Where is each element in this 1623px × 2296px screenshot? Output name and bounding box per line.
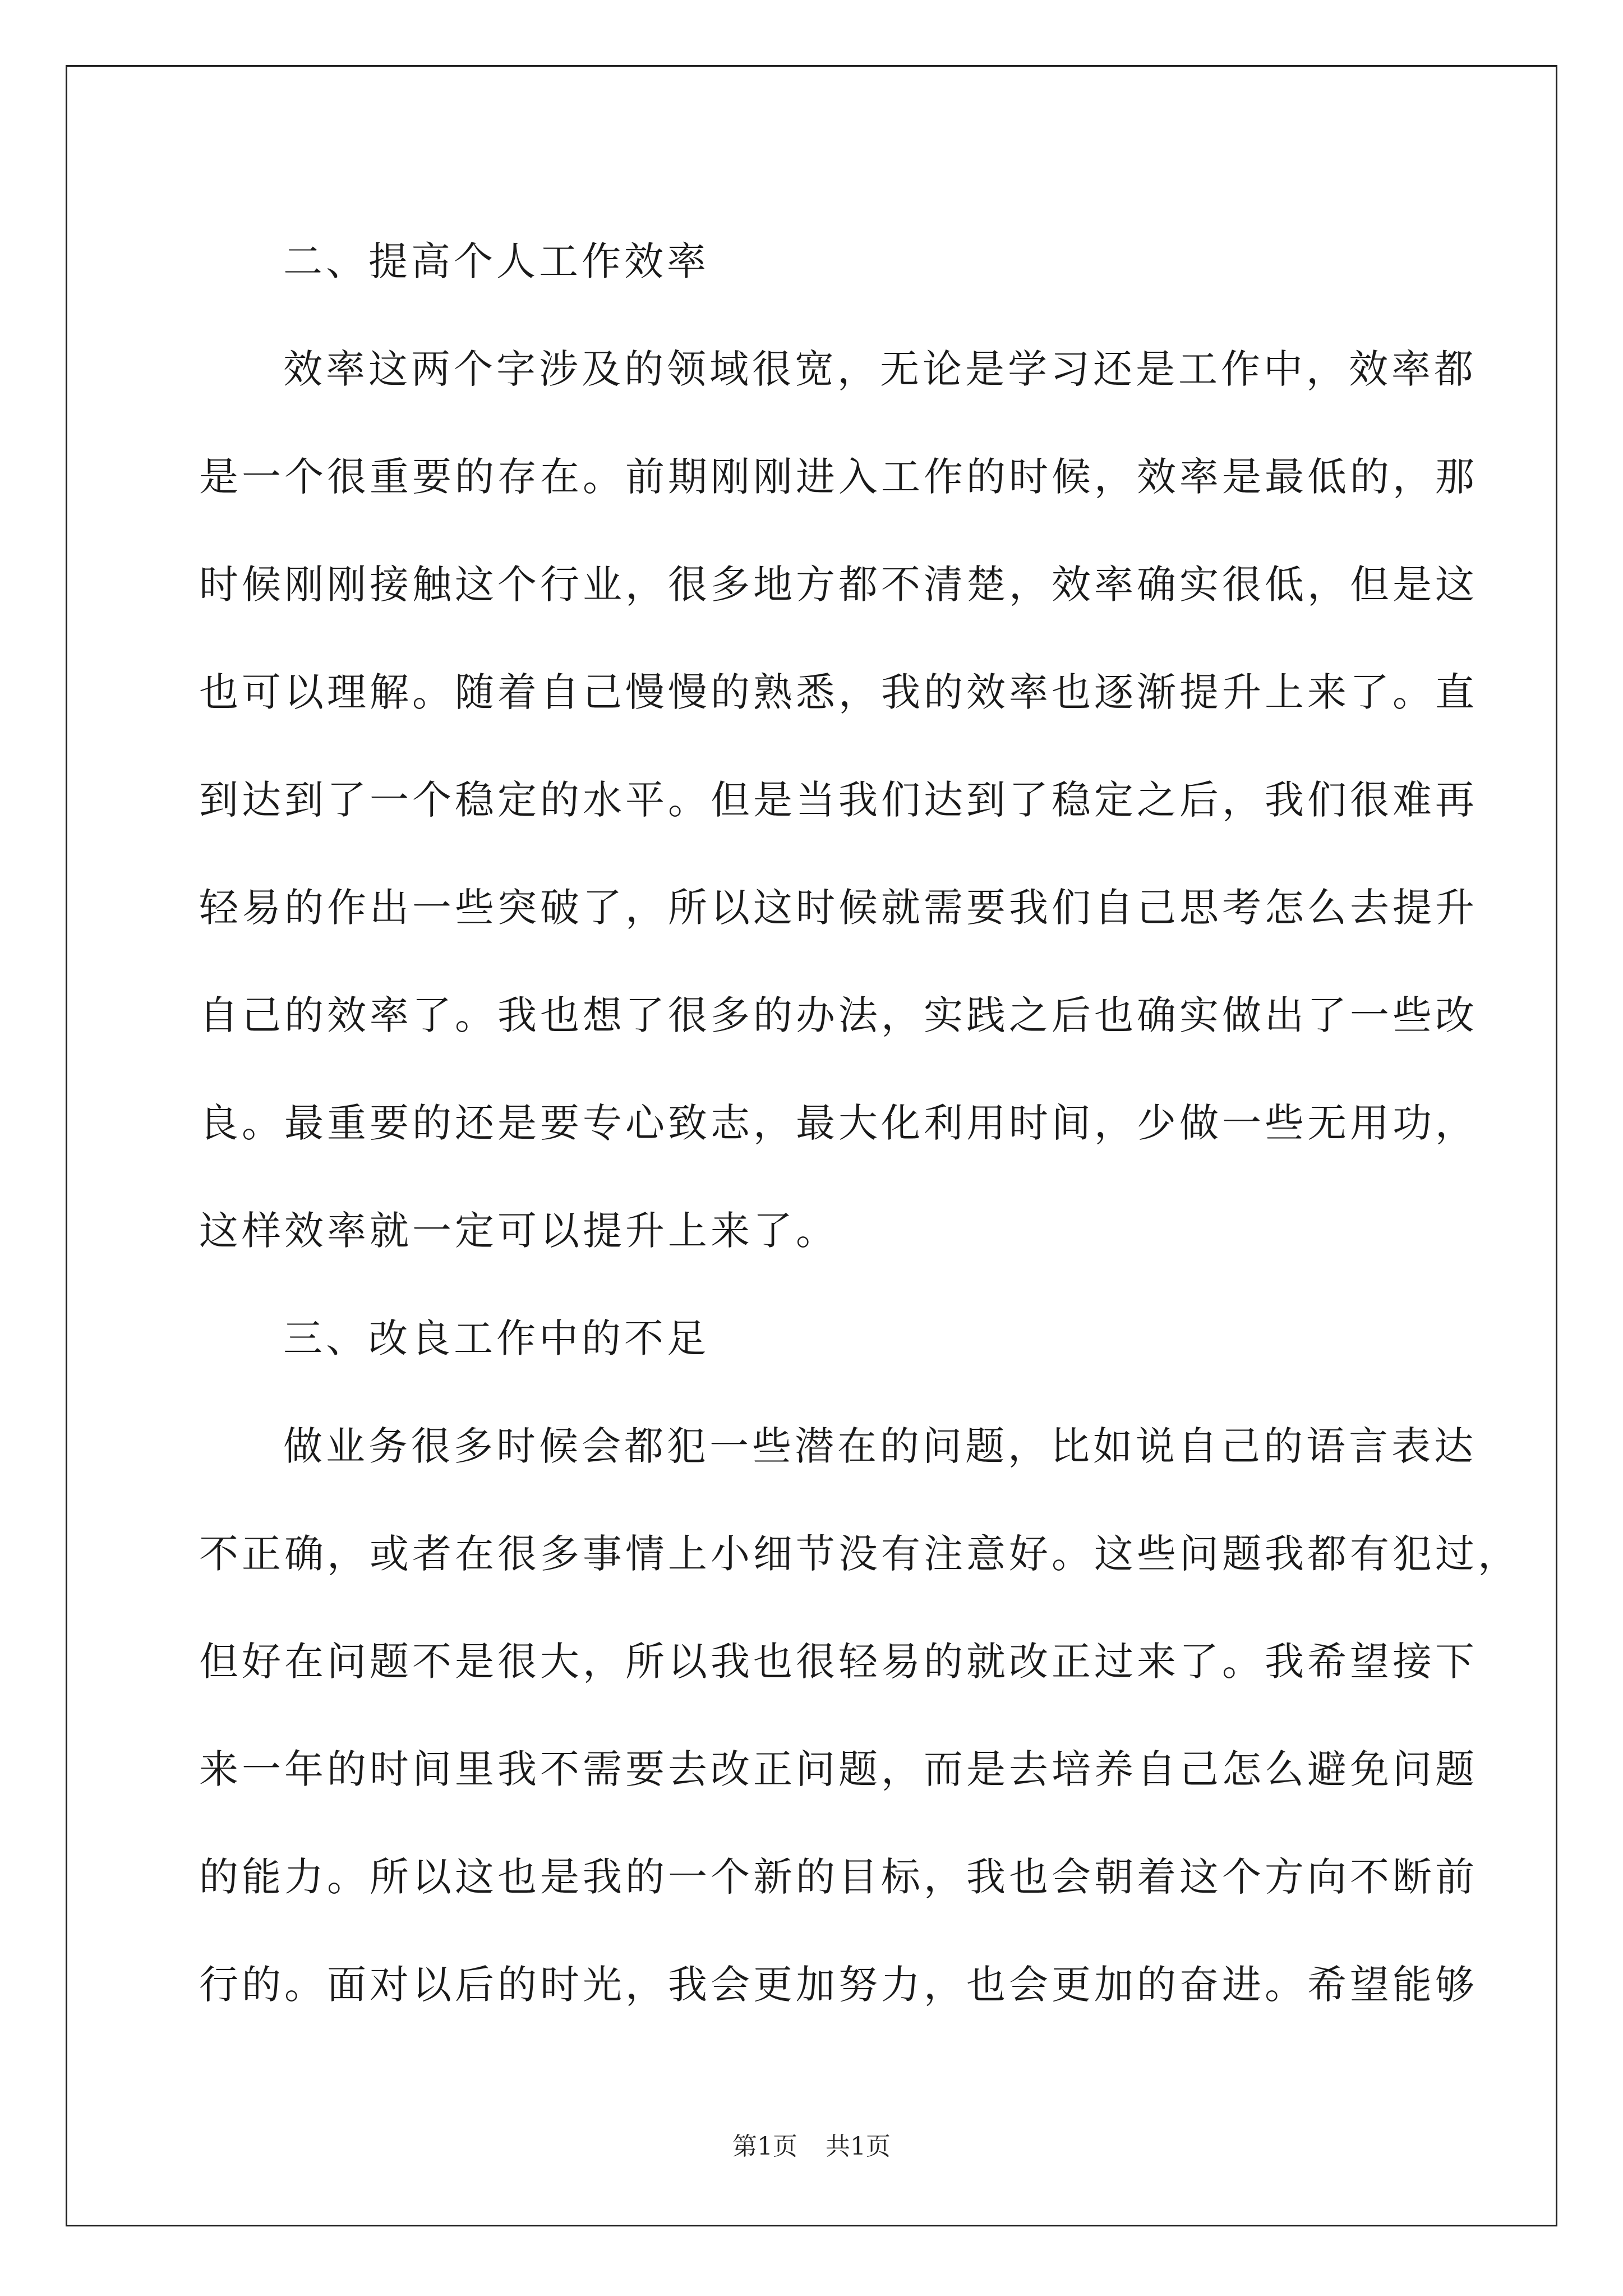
paragraph-line: 自己的效率了。我也想了很多的办法，实践之后也确实做出了一些改 — [199, 992, 1478, 1038]
section-heading: 三、改良工作中的不足 — [283, 1315, 709, 1361]
paragraph-line: 做业务很多时候会都犯一些潜在的问题，比如说自己的语言表达 — [283, 1423, 1477, 1469]
page-total: 共1页 — [826, 2132, 891, 2161]
paragraph-line: 是一个很重要的存在。前期刚刚进入工作的时候，效率是最低的，那 — [199, 454, 1478, 500]
paragraph-line: 时候刚刚接触这个行业，很多地方都不清楚，效率确实很低，但是这 — [199, 562, 1478, 608]
document-body — [199, 208, 1520, 2039]
paragraph-line: 良。最重要的还是要专心致志，最大化利用时间，少做一些无用功， — [199, 1100, 1478, 1146]
paragraph-line: 这样效率就一定可以提升上来了。 — [199, 1208, 838, 1254]
paragraph-line: 但好在问题不是很大，所以我也很轻易的就改正过来了。我希望接下 — [199, 1639, 1478, 1685]
page-footer — [0, 2126, 1623, 2162]
section-heading: 二、提高个人工作效率 — [283, 238, 709, 284]
paragraph-line: 来一年的时间里我不需要去改正问题，而是去培养自己怎么避免问题 — [199, 1746, 1478, 1792]
paragraph-line: 效率这两个字涉及的领域很宽，无论是学习还是工作中，效率都 — [283, 346, 1477, 392]
paragraph-line: 轻易的作出一些突破了，所以这时候就需要我们自己思考怎么去提升 — [199, 885, 1478, 931]
paragraph-line: 不正确，或者在很多事情上小细节没有注意好。这些问题我都有犯过， — [199, 1531, 1520, 1577]
paragraph-line: 的能力。所以这也是我的一个新的目标，我也会朝着这个方向不断前 — [199, 1854, 1478, 1900]
page-number: 第1页 — [732, 2132, 797, 2161]
paragraph-line: 到达到了一个稳定的水平。但是当我们达到了稳定之后，我们很难再 — [199, 777, 1478, 823]
paragraph-line: 行的。面对以后的时光，我会更加努力，也会更加的奋进。希望能够 — [199, 1962, 1478, 2008]
paragraph-line: 也可以理解。随着自己慢慢的熟悉，我的效率也逐渐提升上来了。直 — [199, 669, 1478, 715]
